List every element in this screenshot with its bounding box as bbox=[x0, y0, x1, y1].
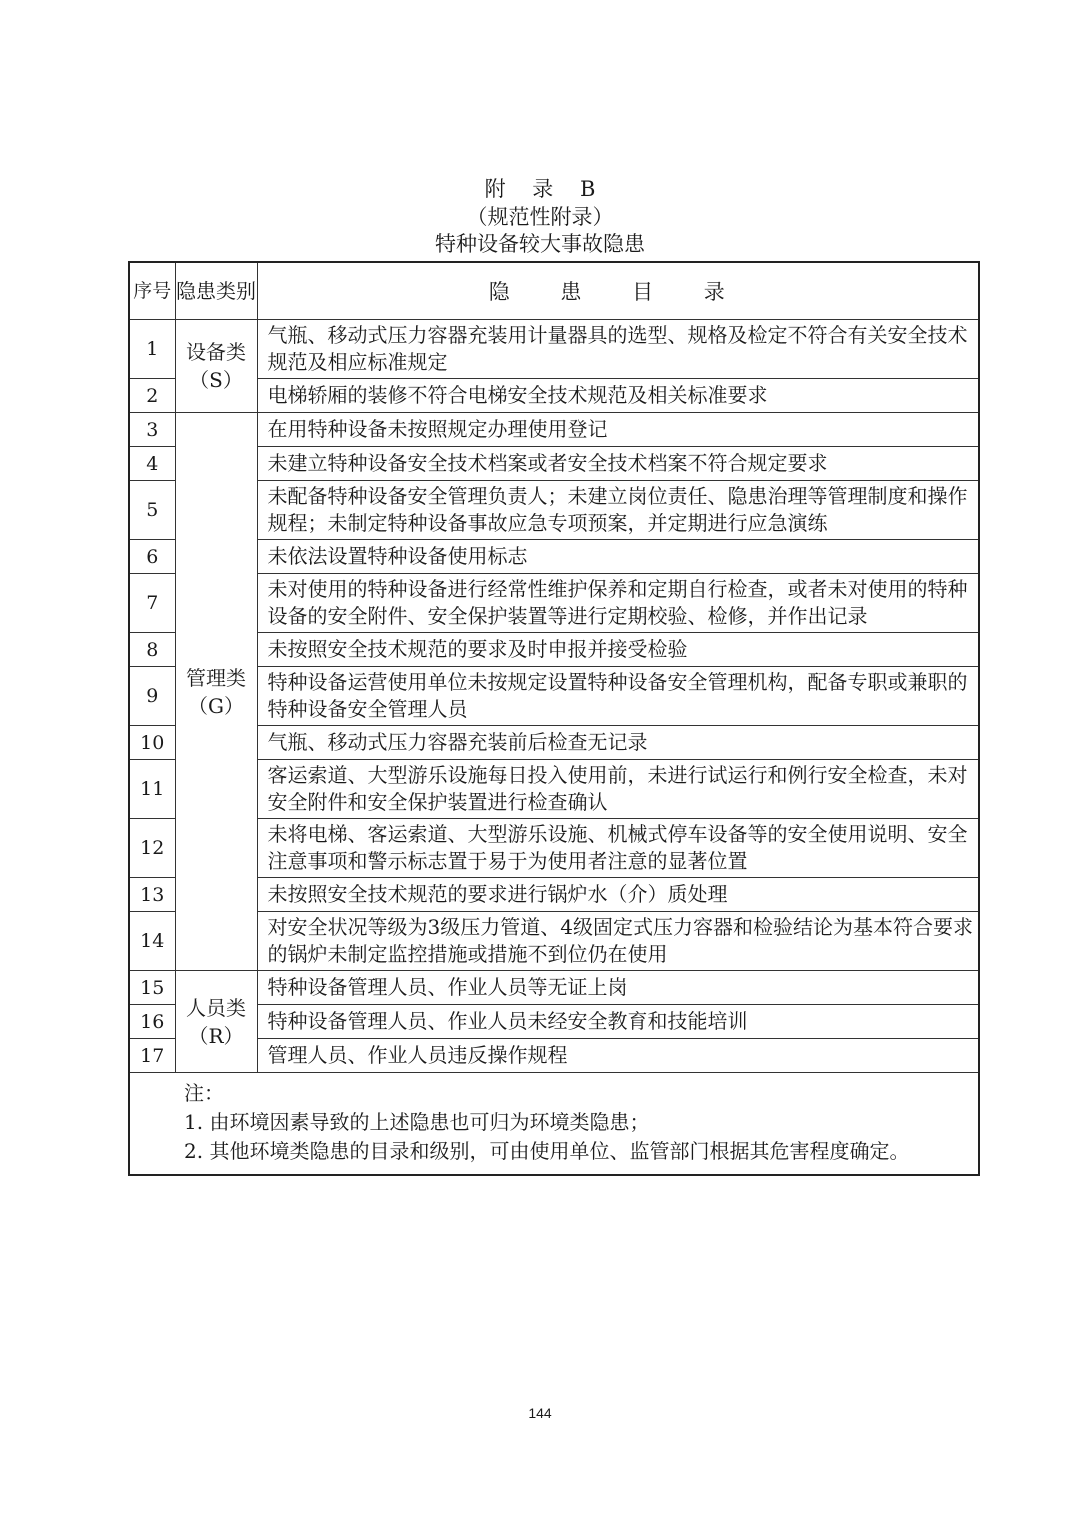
row-text: 电梯轿厢的装修不符合电梯安全技术规范及相关标准要求 bbox=[257, 379, 979, 413]
appendix-subtitle: （规范性附录） bbox=[466, 205, 614, 229]
row-text: 对安全状况等级为3级压力管道、4级固定式压力容器和检验结论为基本符合要求的锅炉未制定监控措施或措施不到位仍在使用 bbox=[257, 912, 979, 971]
row-no: 12 bbox=[129, 819, 175, 878]
table-row bbox=[129, 413, 979, 447]
row-no: 16 bbox=[129, 1005, 175, 1039]
row-no: 9 bbox=[129, 667, 175, 726]
table-row bbox=[129, 1005, 979, 1039]
row-no: 4 bbox=[129, 447, 175, 481]
row-no: 5 bbox=[129, 481, 175, 540]
table-row bbox=[129, 912, 979, 971]
table-header-row bbox=[129, 262, 979, 320]
row-no: 6 bbox=[129, 540, 175, 574]
table-row bbox=[129, 1039, 979, 1073]
category-management: 管理类（G） bbox=[175, 413, 257, 971]
table-row bbox=[129, 878, 979, 912]
table-row bbox=[129, 447, 979, 481]
row-no: 13 bbox=[129, 878, 175, 912]
row-text: 气瓶、移动式压力容器充装用计量器具的选型、规格及检定不符合有关安全技术规范及相应标准规定 bbox=[257, 320, 979, 379]
row-text: 未将电梯、客运索道、大型游乐设施、机械式停车设备等的安全使用说明、安全注意事项和警示标志置于易于为使用者注意的显著位置 bbox=[257, 819, 979, 878]
row-text: 未对使用的特种设备进行经常性维护保养和定期自行检查，或者未对使用的特种设备的安全附件、安全保护装置等进行定期校验、检修，并作出记录 bbox=[257, 574, 979, 633]
hazard-table bbox=[128, 261, 980, 1176]
note-item: 2. 其他环境类隐患的目录和级别，可由使用单位、监管部门根据其危害程度确定。 bbox=[184, 1139, 910, 1163]
category-personnel: 人员类（R） bbox=[175, 971, 257, 1073]
row-no: 3 bbox=[129, 413, 175, 447]
row-no: 1 bbox=[129, 320, 175, 379]
row-no: 2 bbox=[129, 379, 175, 413]
header-no: 序号 bbox=[129, 262, 175, 320]
row-text: 特种设备管理人员、作业人员等无证上岗 bbox=[257, 971, 979, 1005]
row-no: 14 bbox=[129, 912, 175, 971]
table-row bbox=[129, 971, 979, 1005]
table-row bbox=[129, 760, 979, 819]
row-no: 8 bbox=[129, 633, 175, 667]
row-no: 11 bbox=[129, 760, 175, 819]
table-row bbox=[129, 540, 979, 574]
notes-label: 注： bbox=[184, 1081, 224, 1105]
page-number: 144 bbox=[528, 1405, 552, 1421]
row-text: 特种设备运营使用单位未按规定设置特种设备安全管理机构，配备专职或兼职的特种设备安全管理人员 bbox=[257, 667, 979, 726]
category-equipment: 设备类（S） bbox=[175, 320, 257, 413]
row-text: 特种设备管理人员、作业人员未经安全教育和技能培训 bbox=[257, 1005, 979, 1039]
row-text: 未依法设置特种设备使用标志 bbox=[257, 540, 979, 574]
table-row bbox=[129, 320, 979, 379]
table-row bbox=[129, 667, 979, 726]
note-item: 1. 由环境因素导致的上述隐患也可归为环境类隐患； bbox=[184, 1110, 650, 1134]
table-row bbox=[129, 633, 979, 667]
row-text: 在用特种设备未按照规定办理使用登记 bbox=[257, 413, 979, 447]
row-text: 管理人员、作业人员违反操作规程 bbox=[257, 1039, 979, 1073]
row-text: 未按照安全技术规范的要求及时申报并接受检验 bbox=[257, 633, 979, 667]
table-row bbox=[129, 819, 979, 878]
table-row bbox=[129, 481, 979, 540]
notes-row bbox=[129, 1073, 979, 1176]
header-category: 隐患类别 bbox=[175, 262, 257, 320]
row-no: 10 bbox=[129, 726, 175, 760]
table-title: 特种设备较大事故隐患 bbox=[435, 232, 645, 256]
row-text: 未建立特种设备安全技术档案或者安全技术档案不符合规定要求 bbox=[257, 447, 979, 481]
table-row bbox=[129, 726, 979, 760]
row-text: 未按照安全技术规范的要求进行锅炉水（介）质处理 bbox=[257, 878, 979, 912]
row-text: 气瓶、移动式压力容器充装前后检查无记录 bbox=[257, 726, 979, 760]
notes-cell bbox=[129, 1073, 979, 1176]
row-no: 15 bbox=[129, 971, 175, 1005]
header-catalog: 隐 患 目 录 bbox=[257, 262, 979, 320]
row-text: 未配备特种设备安全管理负责人；未建立岗位责任、隐患治理等管理制度和操作规程；未制定特种设备事故应急专项预案，并定期进行应急演练 bbox=[257, 481, 979, 540]
row-no: 7 bbox=[129, 574, 175, 633]
appendix-label: 附 录 B bbox=[484, 177, 606, 201]
row-text: 客运索道、大型游乐设施每日投入使用前，未进行试运行和例行安全检查，未对安全附件和安全保护装置进行检查确认 bbox=[257, 760, 979, 819]
row-no: 17 bbox=[129, 1039, 175, 1073]
table-row bbox=[129, 574, 979, 633]
table-row bbox=[129, 379, 979, 413]
